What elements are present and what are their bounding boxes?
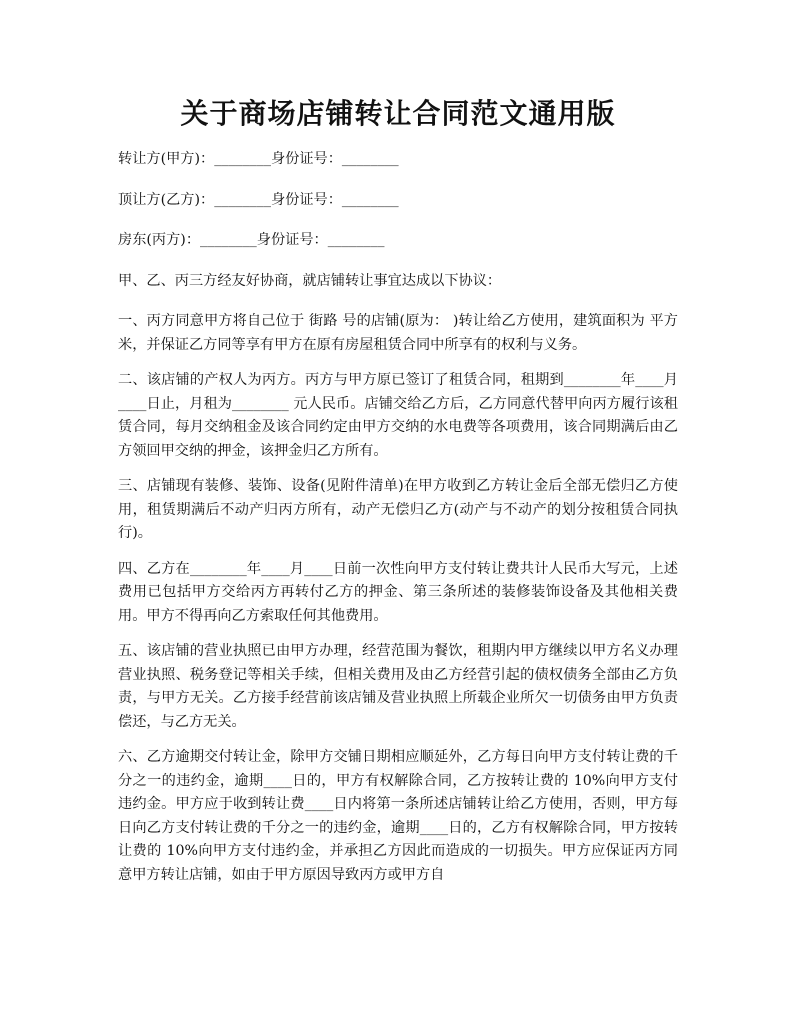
clause-6: 六、乙方逾期交付转让金，除甲方交铺日期相应顺延外，乙方每日向甲方支付转让费的千分之一的违约金，逾期____日的，甲方有权解除合同，乙方按转让费的 10%向甲方支付违约金。甲方应于收到转让费____日内将第一条所述店铺转让给乙方使用，否则，甲方每日向乙方支付转让费的千分之一的违约金，逾期____日的，乙方有权解除合同，甲方按转让费的 10%向甲方支付违约金，并承担乙方因此而造成的一切损失。甲方应保证丙方同意甲方转让店铺，如由于甲方原因导致丙方或甲方自 [118,749,678,883]
clause-5: 五、该店铺的营业执照已由甲方办理，经营范围为餐饮，租期内甲方继续以甲方名义办理营业执照、税务登记等相关手续，但相关费用及由乙方经营引起的债权债务全部由乙方负责，与甲方无关。乙方接手经营前该店铺及营业执照上所载企业所欠一切债务由甲方负责偿还，与乙方无关。 [118,643,678,730]
party-line-transferee: 顶让方(乙方)：________身份证号：________ [118,191,399,208]
document-title: 关于商场店铺转让合同范文通用版 [180,97,616,130]
clause-4: 四、乙方在________年____月____日前一次性向甲方支付转让费共计人民币大写元，上述费用已包括甲方交给丙方再转付乙方的押金、第三条所述的装修装饰设备及其他相关费用。甲方不得再向乙方索取任何其他费用。 [118,560,678,624]
clause-3: 三、店铺现有装修、装饰、设备(见附件清单)在甲方收到乙方转让金后全部无偿归乙方使用，租赁期满后不动产归丙方所有，动产无偿归乙方(动产与不动产的划分按租赁合同执行)。 [118,478,678,541]
intro-paragraph: 甲、乙、丙三方经友好协商，就店铺转让事宜达成以下协议： [118,272,502,289]
document-body [118,148,678,899]
clause-2: 二、该店铺的产权人为丙方。丙方与甲方原已签订了租赁合同，租期到________年____月____日止，月租为________ 元人民币。店铺交给乙方后，乙方同意代替甲向丙方履行该租赁合同，每月交纳租金及该合同约定由甲方交纳的水电费等各项费用，该合同期满后由乙方领回甲交纳的押金，该押金归乙方所有。 [118,372,678,459]
clause-1: 一、丙方同意甲方将自己位于 街路 号的店铺(原为： )转让给乙方使用，建筑面积为 平方米，并保证乙方同等享有甲方在原有房屋租赁合同中所享有的权利与义务。 [118,313,678,353]
party-line-landlord: 房东(丙方)：________身份证号：________ [118,232,385,248]
party-line-transferor: 转让方(甲方)：________身份证号：________ [118,151,399,167]
